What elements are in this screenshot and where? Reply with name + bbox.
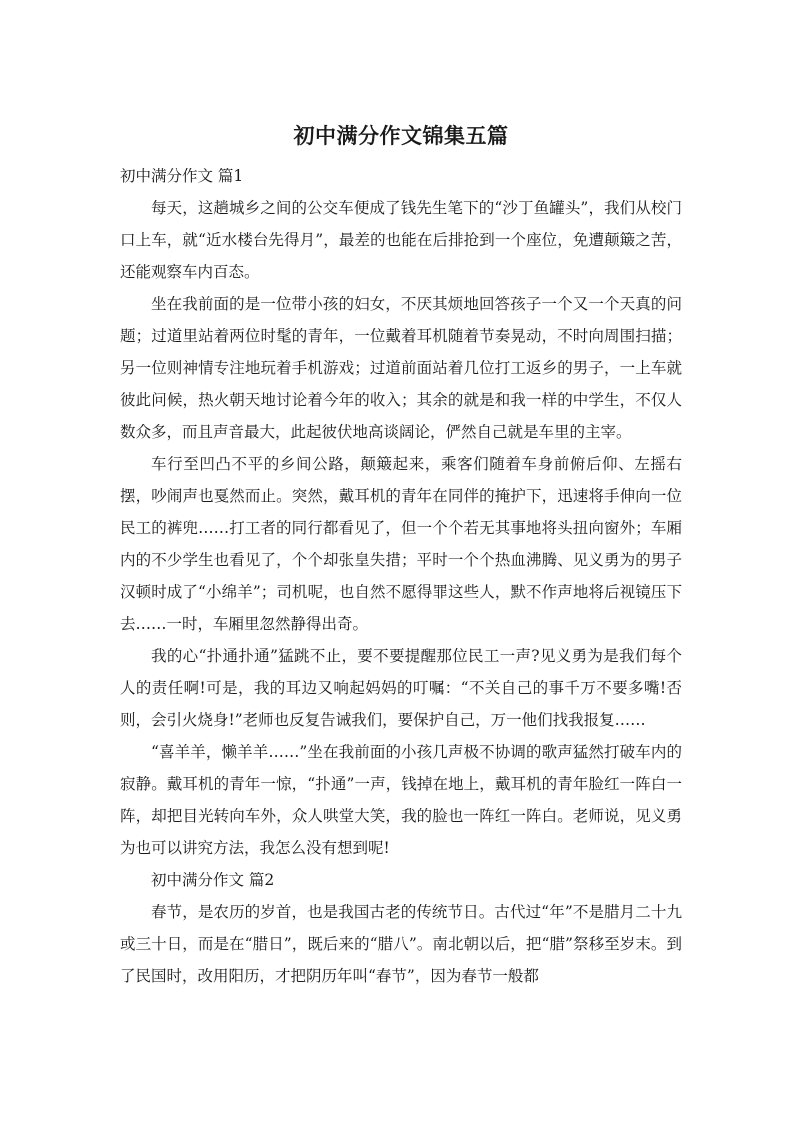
document-title: 初中满分作文锦集五篇 — [293, 124, 509, 148]
document-page — [120, 118, 682, 992]
section-label: 初中满分作文 篇1 — [120, 167, 244, 185]
paragraph: 我的心“扑通扑通”猛跳不止，要不要提醒那位民工一声?见义勇为是我们每个人的责任啊!可是，我的耳边又响起妈妈的叮嘱：“不关自己的事千万不要多嘴!否则，会引火烧身!”老师也反复告诫我们，要保护自己，万一他们找我报复…… — [120, 647, 682, 729]
section-2 — [120, 864, 682, 992]
section-label: 初中满分作文 篇2 — [151, 871, 275, 889]
paragraph: 春节，是农历的岁首，也是我国古老的传统节日。古代过“年”不是腊月二十九或三十日，而是在“腊日”，既后来的“腊八”。南北朝以后，把“腊”祭移至岁末。到了民国时，改用阳历，才把阴历年叫“春节”，因为春节一般都 — [120, 903, 682, 985]
paragraph: 每天，这趟城乡之间的公交车便成了钱先生笔下的“沙丁鱼罐头”，我们从校门口上车，就“近水楼台先得月”，最差的也能在后排抢到一个座位，免遭颠簸之苦，还能观察车内百态。 — [120, 199, 682, 281]
paragraph: 车行至凹凸不平的乡间公路，颠簸起来，乘客们随着车身前俯后仰、左摇右摆，吵闹声也戛然而止。突然，戴耳机的青年在同伴的掩护下，迅速将手伸向一位民工的裤兜……打工者的同行都看见了，但一个个若无其事地将头扭向窗外；车厢内的不少学生也看见了，个个却张皇失措；平时一个个热血沸腾、见义勇为的男子汉顿时成了“小绵羊”；司机呢，也自然不愿得罪这些人，默不作声地将后视镜压下去……一时，车厢里忽然静得出奇。 — [120, 455, 682, 633]
section-1 — [120, 160, 682, 864]
paragraph: 坐在我前面的是一位带小孩的妇女，不厌其烦地回答孩子一个又一个天真的问题；过道里站着两位时髦的青年，一位戴着耳机随着节奏晃动，不时向周围扫描；另一位则神情专注地玩着手机游戏；过道前面站着几位打工返乡的男子，一上车就彼此问候，热火朝天地讨论着今年的收入；其余的就是和我一样的中学生，不仅人数众多，而且声音最大，此起彼伏地高谈阔论，俨然自己就是车里的主宰。 — [120, 295, 682, 441]
paragraph: “喜羊羊，懒羊羊……”坐在我前面的小孩几声极不协调的歌声猛然打破车内的寂静。戴耳机的青年一惊，“扑通”一声，钱掉在地上，戴耳机的青年脸红一阵白一阵，却把目光转向车外，众人哄堂大笑，我的脸也一阵红一阵白。老师说，见义勇为也可以讲究方法，我怎么没有想到呢! — [120, 743, 682, 857]
